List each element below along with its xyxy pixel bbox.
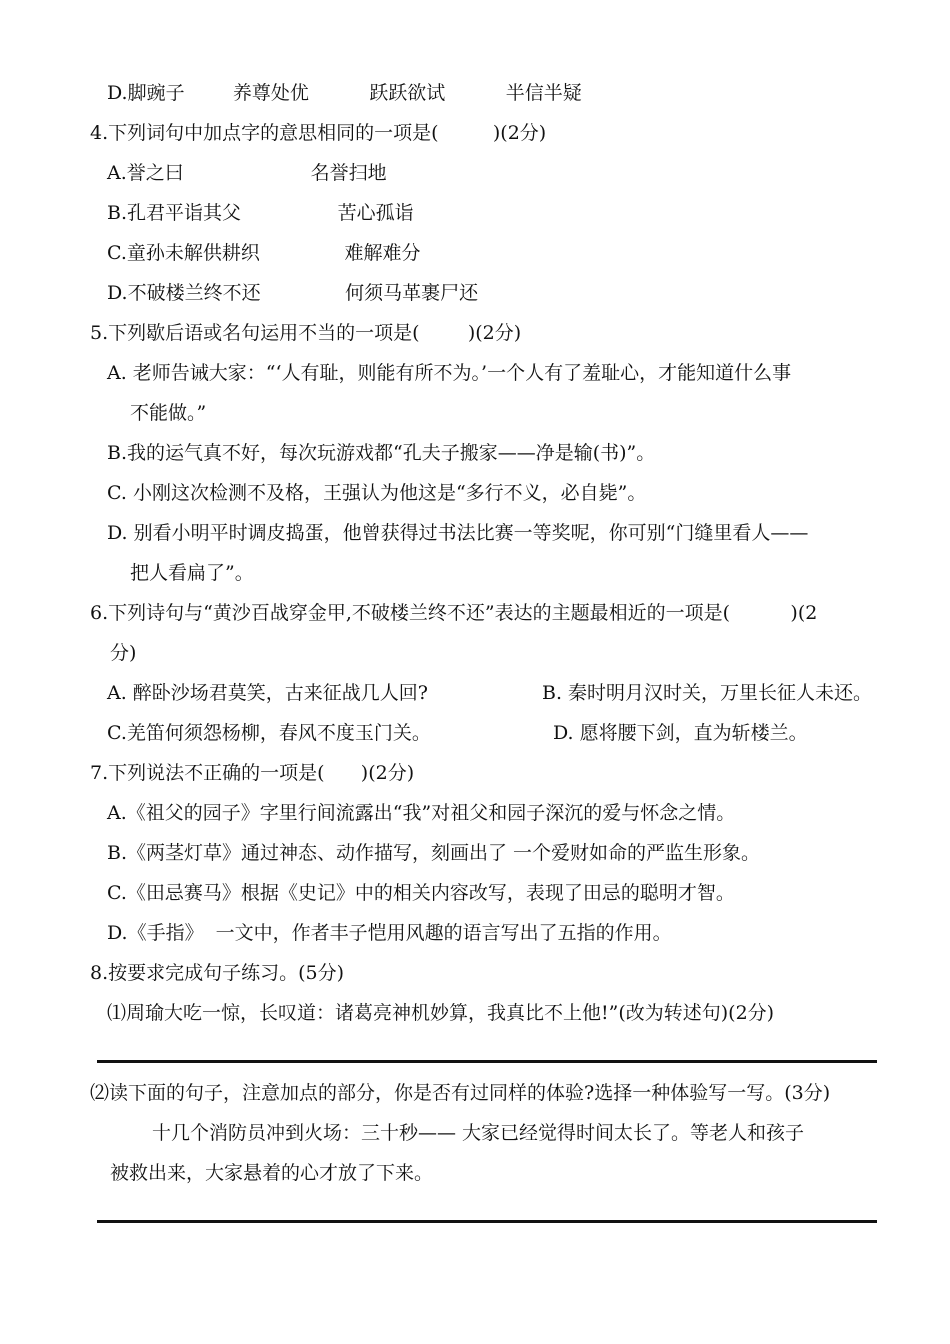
q8-passage-line1: 十几个消防员冲到火场：三十秒—— 大家已经觉得时间太长了。等老人和孩子 — [152, 1122, 805, 1144]
q8-part1-prompt: ⑴周瑜大吃一惊，长叹道：诸葛亮神机妙算，我真比不上他!”(改为转述句)(2分) — [107, 1002, 775, 1024]
q4-option-d: D.不破楼兰终不还 何须马革裹尸还 — [107, 282, 479, 304]
q7-option-c: C.《田忌赛马》根据《史记》中的相关内容改写，表现了田忌的聪明才智。 — [107, 882, 735, 904]
q7-option-b: B.《两茎灯草》通过神态、动作描写，刻画出了 一个爱财如命的严监生形象。 — [107, 842, 761, 864]
q5-option-c: C. 小刚这次检测不及格，王强认为他这是“多行不义，必自毙”。 — [107, 482, 647, 504]
q5-option-a-line1: A. 老师告诫大家：“‘人有耻，则能有所不为。’一个人有了羞耻心，才能知道什么事 — [107, 362, 792, 384]
q5-option-b: B.我的运气真不好，每次玩游戏都“孔夫子搬家——净是输(书)”。 — [107, 442, 656, 464]
q7-stem: 7.下列说法不正确的一项是( )(2分) — [90, 762, 415, 784]
q5-stem: 5.下列歇后语或名句运用不当的一项是( )(2分) — [90, 322, 522, 344]
q3-option-d: D.脚豌子 养尊处优 跃跃欲试 半信半疑 — [107, 82, 582, 104]
q7-option-d: D.《手指》 一文中，作者丰子恺用风趣的语言写出了五指的作用。 — [107, 922, 672, 944]
q6-stem-line1: 6.下列诗句与“黄沙百战穿金甲,不破楼兰终不还”表达的主题最相近的一项是( )(2 — [90, 602, 818, 624]
q8-passage-line2: 被救出来，大家悬着的心才放了下来。 — [110, 1162, 434, 1184]
q6-option-a: A. 醉卧沙场君莫笑，古来征战几人回? — [107, 682, 428, 704]
q8-stem: 8.按要求完成句子练习。(5分) — [90, 962, 345, 984]
q4-option-b: B.孔君平诣其父 苦心孤诣 — [107, 202, 414, 224]
q5-option-a-line2: 不能做。” — [130, 402, 207, 424]
q7-option-a: A.《祖父的园子》字里行间流露出“我”对祖父和园子深沉的爱与怀念之情。 — [107, 802, 736, 824]
q5-option-d-line2: 把人看扁了”。 — [130, 562, 254, 584]
q4-stem: 4.下列词句中加点字的意思相同的一项是( )(2分) — [90, 122, 547, 144]
q6-stem-line2: 分) — [110, 642, 137, 664]
q4-option-c: C.童孙未解供耕织 难解难分 — [107, 242, 421, 264]
q6-option-c: C.羌笛何须怨杨柳，春风不度玉门关。 — [107, 722, 431, 744]
q5-option-d-line1: D. 别看小明平时调皮捣蛋，他曾获得过书法比赛一等奖呢，你可别“门缝里看人—— — [107, 522, 809, 544]
q6-option-d: D. 愿将腰下剑，直为斩楼兰。 — [553, 722, 808, 744]
q8-part2-prompt: ⑵读下面的句子，注意加点的部分，你是否有过同样的体验?选择一种体验写一写。(3分) — [90, 1082, 831, 1104]
q6-option-b: B. 秦时明月汉时关，万里长征人未还。 — [542, 682, 873, 704]
answer-line-2[interactable] — [97, 1220, 877, 1223]
q4-option-a: A.誉之曰 名誉扫地 — [107, 162, 387, 184]
answer-line-1[interactable] — [97, 1060, 877, 1063]
